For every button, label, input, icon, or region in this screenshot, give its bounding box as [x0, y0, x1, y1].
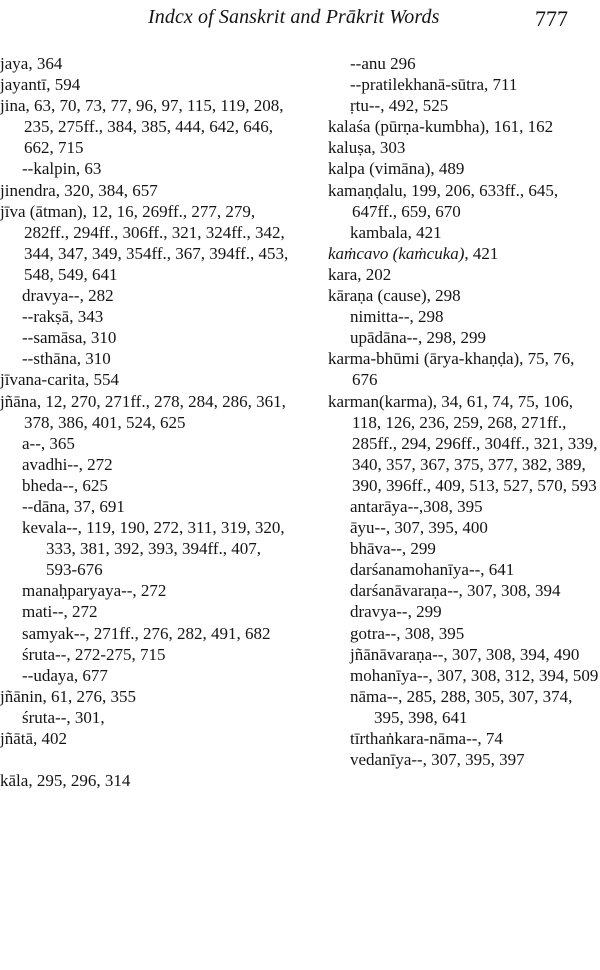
index-subentry: tīrthaṅkara-nāma--, 74 — [350, 729, 503, 748]
index-subentry: mohanīya--, 307, 308, 312, 394, 509 — [350, 665, 599, 685]
page-number: 777 — [535, 6, 568, 31]
index-entry: kamaṇḍalu, 199, 206, 633ff., 645, 647ff., 659, 670 — [328, 180, 559, 221]
index-subentry: bheda--, 625 — [22, 475, 108, 495]
index-subentry: darśanāvaraṇa--, 307, 308, 394 — [350, 581, 561, 601]
index-subentry: kevala--, 119, 190, 272, 311, 319, 320, 333, 381, 392, 393, 394ff., 407, 593-676 — [22, 518, 285, 580]
index-subentry: --udaya, 677 — [22, 665, 108, 685]
index-subentry: mati--, 272 — [22, 602, 98, 622]
page-header — [0, 4, 600, 34]
index-subentry: nāma--, 285, 288, 305, 307, 374, 395, 398, 641 — [350, 686, 573, 727]
index-subentry: gotra--, 308, 395 — [350, 623, 465, 643]
index-subentry: dravya--, 282 — [22, 286, 114, 306]
index-subentry: upādāna--, 298, 299 — [350, 328, 486, 348]
index-entry: karman(karma), 34, 61, 74, 75, 106, 118, 126, 236, 259, 268, 271ff., 285ff., 294, 296ff., 304ff., 321, 339, 340, 357, 367, 375, 377, 382, 389, 390, 396ff., 409, 513, 527, 570, 593 — [328, 391, 598, 495]
index-subentry: --pratilekhanā-sūtra, 711 — [350, 75, 518, 95]
index-entry: jinendra, 320, 384, 657 — [0, 180, 158, 200]
index-subentry: antarāya--,308, 395 — [350, 496, 483, 516]
index-subentry: śruta--, 301, — [22, 707, 105, 727]
index-entry: jaya, 364 — [0, 54, 63, 73]
index-entry: jñāna, 12, 270, 271ff., 278, 284, 286, 361, 378, 386, 401, 524, 625 — [0, 391, 286, 432]
index-subentry: bhāva--, 299 — [350, 539, 436, 559]
index-entry: kalaśa (pūrṇa-kumbha), 161, 162 — [328, 117, 554, 137]
index-entry: kāla, 295, 296, 314 — [0, 771, 131, 791]
running-title: Indcx of Sanskrit and Prākrit Words — [148, 6, 440, 28]
index-entry: kalpa (vimāna), 489 — [328, 159, 465, 179]
index-subentry: --anu 296 — [350, 54, 416, 73]
index-subentry: nimitta--, 298 — [350, 307, 444, 327]
index-subentry: jñānāvaraṇa--, 307, 308, 394, 490 — [350, 644, 580, 664]
index-subentry: --rakṣā, 343 — [22, 307, 104, 327]
index-subentry: śruta--, 272-275, 715 — [22, 644, 166, 664]
index-column-right — [328, 53, 600, 770]
index-entry: jñānin, 61, 276, 355 — [0, 686, 136, 706]
index-subentry: --dāna, 37, 691 — [22, 496, 125, 516]
index-subentry: avadhi--, 272 — [22, 454, 113, 474]
index-subentry: darśanamohanīya--, 641 — [350, 560, 515, 580]
index-entry: kāraṇa (cause), 298 — [328, 286, 461, 306]
index-entry: jñātā, 402 — [0, 729, 68, 748]
index-entry: kaṁcavo (kaṁcuka), 421 — [328, 243, 499, 263]
index-entry: karma-bhūmi (ārya-khaṇḍa), 75, 76, 676 — [328, 349, 575, 390]
index-subentry: samyak--, 271ff., 276, 282, 491, 682 — [22, 623, 271, 643]
index-subentry: manaḥparyaya--, 272 — [22, 581, 167, 601]
index-subentry: --samāsa, 310 — [22, 328, 117, 348]
index-subentry: a--, 365 — [22, 433, 75, 453]
index-entry: jīvana-carita, 554 — [0, 370, 119, 390]
index-subentry: dravya--, 299 — [350, 602, 442, 622]
index-entry: jina, 63, 70, 73, 77, 96, 97, 115, 119, 208, 235, 275ff., 384, 385, 444, 642, 646, 662, 715 — [0, 96, 284, 158]
index-subentry: vedanīya--, 307, 395, 397 — [350, 750, 525, 770]
index-entry: jayantī, 594 — [0, 75, 81, 95]
index-entry: jīva (ātman), 12, 16, 269ff., 277, 279, 282ff., 294ff., 306ff., 321, 324ff., 342, 344, 347, 349, 354ff., 367, 394ff., 453, 548, 549, 641 — [0, 201, 289, 284]
index-subentry: āyu--, 307, 395, 400 — [350, 518, 488, 538]
index-subentry: ṛtu--, 492, 525 — [350, 96, 449, 116]
index-subentry: --kalpin, 63 — [22, 159, 102, 179]
index-entry: kaluṣa, 303 — [328, 138, 406, 158]
index-entry: kara, 202 — [328, 264, 392, 284]
index-subentry: --sthāna, 310 — [22, 349, 111, 369]
index-column-left — [0, 53, 290, 791]
index-subentry: kambala, 421 — [350, 222, 442, 242]
